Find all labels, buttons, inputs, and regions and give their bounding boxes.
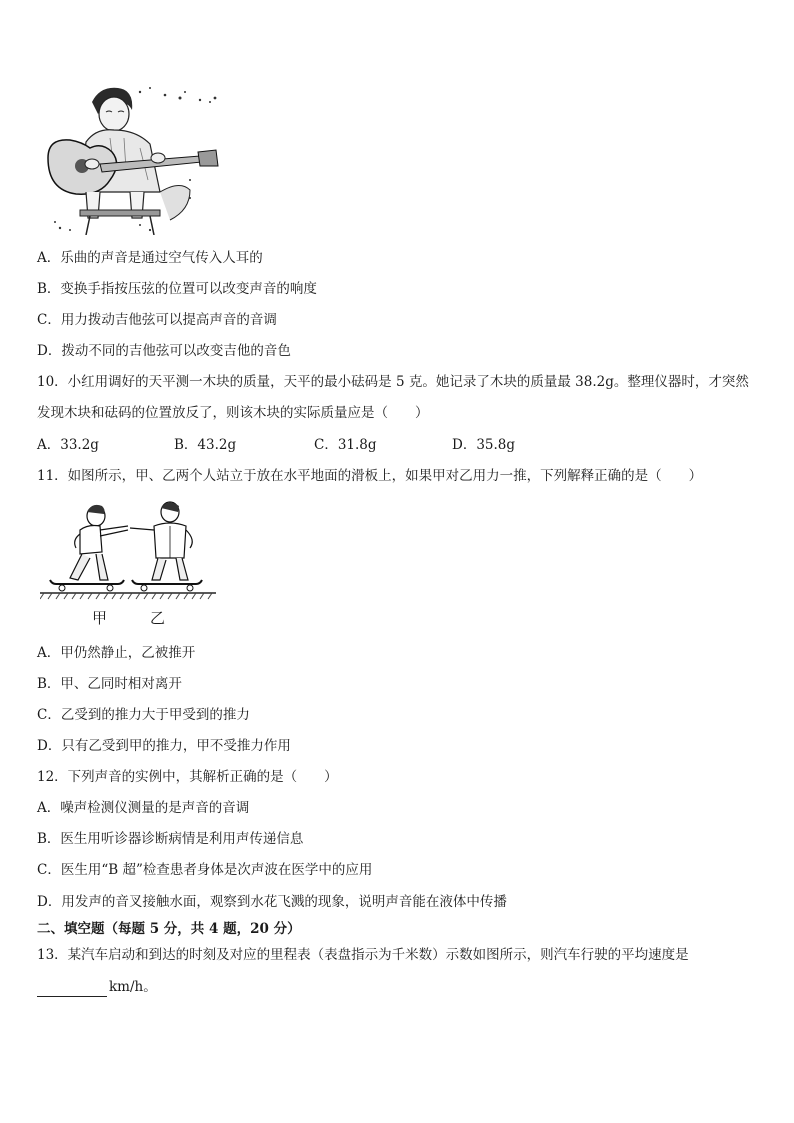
q13-answer-blank[interactable] [37,982,107,997]
q12-option-a: A．噪声检测仪测量的是声音的音调 [37,800,250,816]
q10-option-b: B．43.2g [174,437,237,453]
q12-option-d: D．用发声的音叉接触水面，观察到水花飞溅的现象，说明声音能在液体中传播 [37,894,507,910]
skateboard-push-figure [40,500,220,605]
q9-option-a: A．乐曲的声音是通过空气传入人耳的 [37,250,263,266]
q9-option-c: C．用力拨动吉他弦可以提高声音的音调 [37,312,277,328]
q11-option-a: A．甲仍然静止，乙被推开 [37,645,196,661]
guitar-player-illustration [40,80,225,235]
q13-stem: 13．某汽车启动和到达的时刻及对应的里程表（表盘指示为千米数）示数如图所示，则汽车行驶的平均速度是 [37,947,689,963]
q13-answer-line [37,977,157,997]
q10-option-a: A．33.2g [37,437,99,453]
q9-option-d: D．拨动不同的吉他弦可以改变吉他的音色 [37,343,291,359]
q13-unit: km/h。 [109,979,157,995]
q11-option-c: C．乙受到的推力大于甲受到的推力 [37,707,250,723]
figure-label-yi: 乙 [150,609,166,627]
q9-option-b: B．变换手指按压弦的位置可以改变声音的响度 [37,281,317,297]
q10-stem-line2: 发现木块和砝码的位置放反了，则该木块的实际质量应是（ ） [37,405,429,421]
section-heading-fill-in: 二、填空题（每题 5 分，共 4 题，20 分） [37,921,301,937]
q10-option-d: D．35.8g [452,437,516,453]
q10-stem-line1: 10．小红用调好的天平测一木块的质量，天平的最小砝码是 5 克。她记录了木块的质量最 38.2g。整理仪器时，才突然 [37,374,749,390]
q10-option-c: C．31.8g [314,437,377,453]
q12-option-c: C．医生用“B 超”检查患者身体是次声波在医学中的应用 [37,862,373,878]
q12-option-b: B．医生用听诊器诊断病情是利用声传递信息 [37,831,304,847]
q11-option-b: B．甲、乙同时相对离开 [37,676,182,692]
q10-options [37,435,637,455]
q11-option-d: D．只有乙受到甲的推力，甲不受推力作用 [37,738,291,754]
q12-stem: 12．下列声音的实例中，其解析正确的是（ ） [37,769,338,785]
figure-label-jia: 甲 [92,609,108,627]
q11-stem: 11．如图所示，甲、乙两个人站立于放在水平地面的滑板上，如果甲对乙用力一推，下列解释正确的是（ ） [37,468,703,484]
